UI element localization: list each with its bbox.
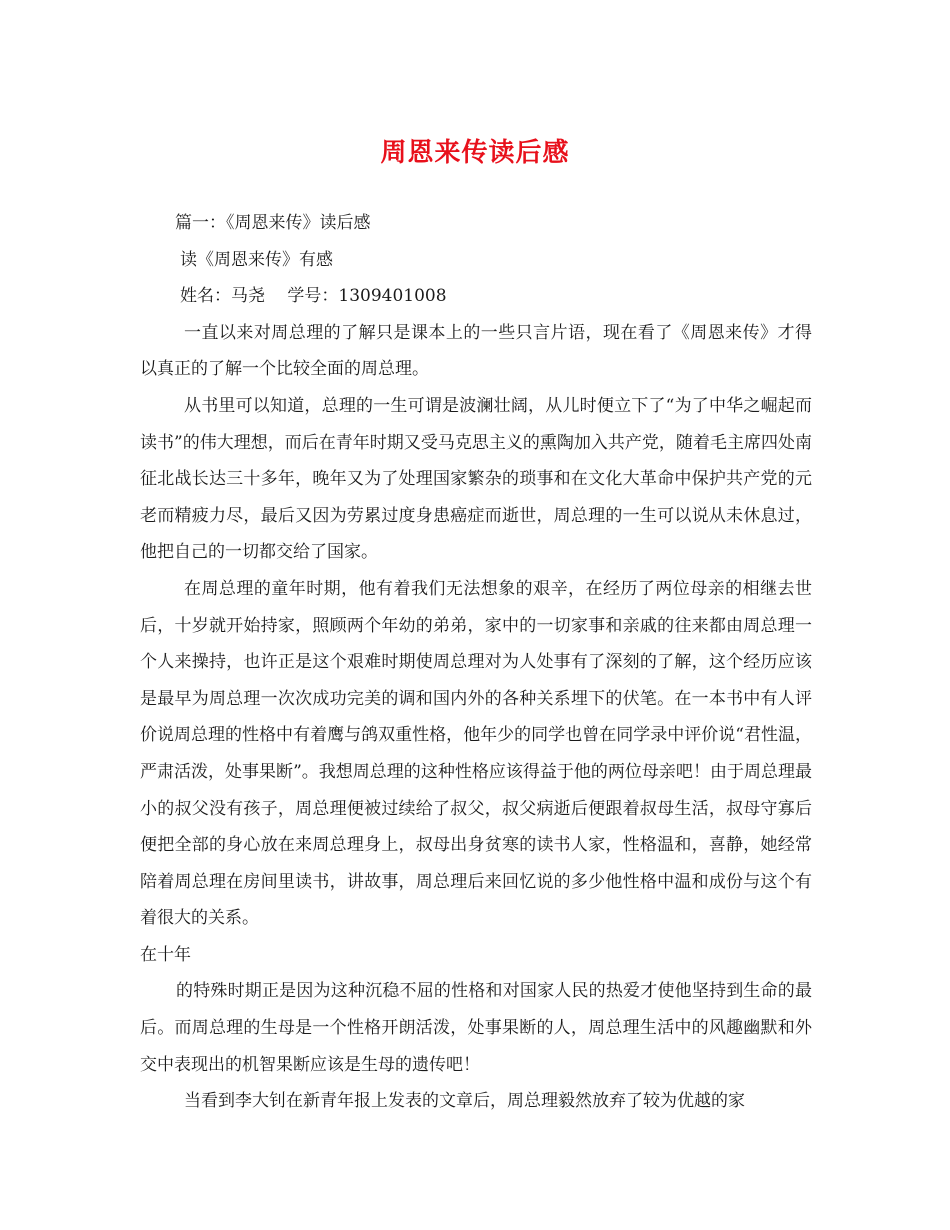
document-title: 周恩来传读后感 [380, 138, 570, 168]
paragraph-4: 在十年 [140, 944, 191, 965]
paragraph-5: 的特殊时期正是因为这种沉稳不屈的性格和对国家人民的热爱才使他坚持到生命的最后。而周总理的生母是一个性格开朗活泼，处事果断的人，周总理生活中的风趣幽默和外交中表现出的机智果断应该是生母的遗传吧！ [140, 981, 812, 1075]
essay-heading: 篇一：《周恩来传》读后感 [175, 213, 371, 233]
paragraph-3: 在周总理的童年时期，他有着我们无法想象的艰辛，在经历了两位母亲的相继去世后，十岁就开始持家，照顾两个年幼的弟弟，家中的一切家事和亲戚的往来都由周总理一个人来操持，也许正是这个艰难时期使周总理对为人处事有了深刻的了解，这个经历应该是最早为周总理一次次成功完美的调和国内外的各种关系埋下的伏笔。在一本书中有人评价说周总理的性格中有着鹰与鸽双重性格，他年少的同学也曾在同学录中评价说“君性温，严肃活泼，处事果断”。我想周总理的这种性格应该得益于他的两位母亲吧！由于周总理最小的叔父没有孩子，周总理便被过续给了叔父，叔父病逝后便跟着叔母生活，叔母守寡后便把全部的身心放在来周总理身上，叔母出身贫寒的读书人家，性格温和，喜静，她经常陪着周总理在房间里读书，讲故事，周总理后来回忆说的多少他性格中温和成份与这个有着很大的关系。 [140, 578, 812, 929]
paragraph-2: 从书里可以知道，总理的一生可谓是波澜壮阔，从儿时便立下了“为了中华之崛起而读书”的伟大理想，而后在青年时期又受马克思主义的熏陶加入共产党，随着毛主席四处南征北战长达三十多年，晚年又为了处理国家繁杂的琐事和在文化大革命中保护共产党的元老而精疲力尽，最后又因为劳累过度身患癌症而逝世，周总理的一生可以说从未休息过，他把自己的一切都交给了国家。 [140, 395, 812, 563]
essay-subheading: 读《周恩来传》有感 [180, 249, 333, 270]
author-line: 姓名：马尧 学号：1309401008 [180, 286, 447, 307]
document-body [140, 205, 812, 1120]
paragraph-1: 一直以来对周总理的了解只是课本上的一些只言片语，现在看了《周恩来传》才得以真正的了解一个比较全面的周总理。 [140, 322, 812, 380]
paragraph-6: 当看到李大钊在新青年报上发表的文章后，周总理毅然放弃了较为优越的家 [184, 1091, 745, 1112]
